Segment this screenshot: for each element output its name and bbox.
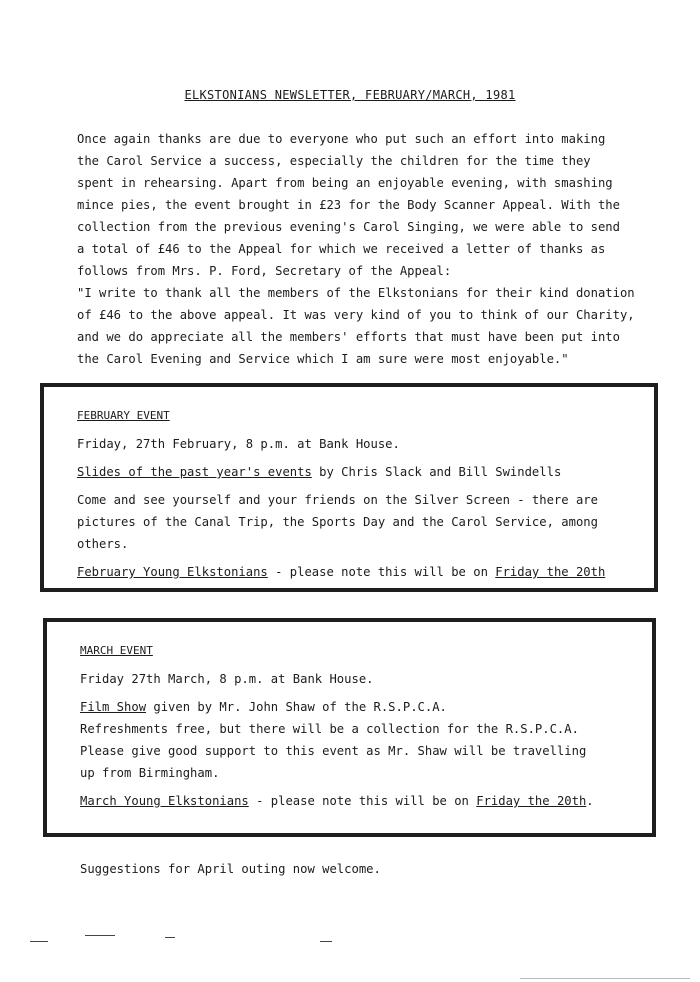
slides-by: by Chris Slack and Bill Swindells: [311, 465, 562, 479]
march-desc-line: Please give good support to this event as Mr. Shaw will be travelling: [80, 744, 587, 758]
film-by: given by Mr. John Shaw of the R.S.P.C.A.: [146, 700, 447, 714]
intro-line: Once again thanks are due to everyone who put such an effort into making: [77, 132, 606, 146]
intro-line: spent in rehearsing. Apart from being an enjoyable evening, with smashing: [77, 176, 613, 190]
march-young-note: - please note this will be on: [248, 794, 477, 808]
march-desc-line: Refreshments free, but there will be a collection for the R.S.P.C.A.: [80, 722, 579, 736]
march-event-when: Friday 27th March, 8 p.m. at Bank House.: [80, 672, 374, 686]
intro-line: "I write to thank all the members of the Elkstonians for their kind donation: [77, 286, 635, 300]
intro-line: the Carol Service a success, especially the children for the time they: [77, 154, 591, 168]
february-young-label: February Young Elkstonians: [77, 565, 268, 579]
scan-speck: [165, 937, 175, 938]
march-film-line: [80, 696, 640, 718]
february-young-date: Friday the 20th: [495, 565, 606, 579]
february-event-box: [40, 383, 658, 592]
intro-line: collection from the previous evening's Carol Singing, we were able to send: [77, 220, 620, 234]
february-young-line: [77, 561, 637, 583]
scan-speck: [320, 941, 332, 942]
february-desc-line: pictures of the Canal Trip, the Sports Day and the Carol Service, among: [77, 515, 598, 529]
march-event-heading: MARCH EVENT: [80, 644, 153, 657]
film-title: Film Show: [80, 700, 147, 714]
intro-paragraph: [77, 128, 667, 370]
intro-line: of £46 to the above appeal. It was very kind of you to think of our Charity,: [77, 308, 635, 322]
march-young-label: March Young Elkstonians: [80, 794, 249, 808]
newsletter-title: ELKSTONIANS NEWSLETTER, FEBRUARY/MARCH, 1981: [184, 88, 516, 102]
intro-line: mince pies, the event brought in £23 for the Body Scanner Appeal. With the: [77, 198, 620, 212]
march-young-end: .: [586, 794, 594, 808]
march-event-box: [43, 618, 656, 837]
february-event-heading: FEBRUARY EVENT: [77, 409, 170, 422]
scan-speck: [30, 941, 48, 942]
february-desc-line: Come and see yourself and your friends on the Silver Screen - there are: [77, 493, 598, 507]
intro-line: and we do appreciate all the members' efforts that must have been put into: [77, 330, 620, 344]
intro-line: follows from Mrs. P. Ford, Secretary of the Appeal:: [77, 264, 452, 278]
scan-speck: [520, 978, 690, 979]
footer-note: Suggestions for April outing now welcome.: [80, 862, 381, 876]
february-event-when: Friday, 27th February, 8 p.m. at Bank House.: [77, 437, 400, 451]
intro-line: a total of £46 to the Appeal for which we received a letter of thanks as: [77, 242, 606, 256]
february-desc-line: others.: [77, 537, 129, 551]
slides-title: Slides of the past year's events: [77, 465, 312, 479]
march-desc-line: up from Birmingham.: [80, 766, 220, 780]
scan-speck: [85, 935, 115, 936]
march-young-line: [80, 790, 640, 812]
february-slides-line: [77, 461, 637, 483]
intro-line: the Carol Evening and Service which I am sure were most enjoyable.": [77, 352, 569, 366]
march-young-date: Friday the 20th: [476, 794, 587, 808]
february-young-note: - please note this will be on: [267, 565, 496, 579]
